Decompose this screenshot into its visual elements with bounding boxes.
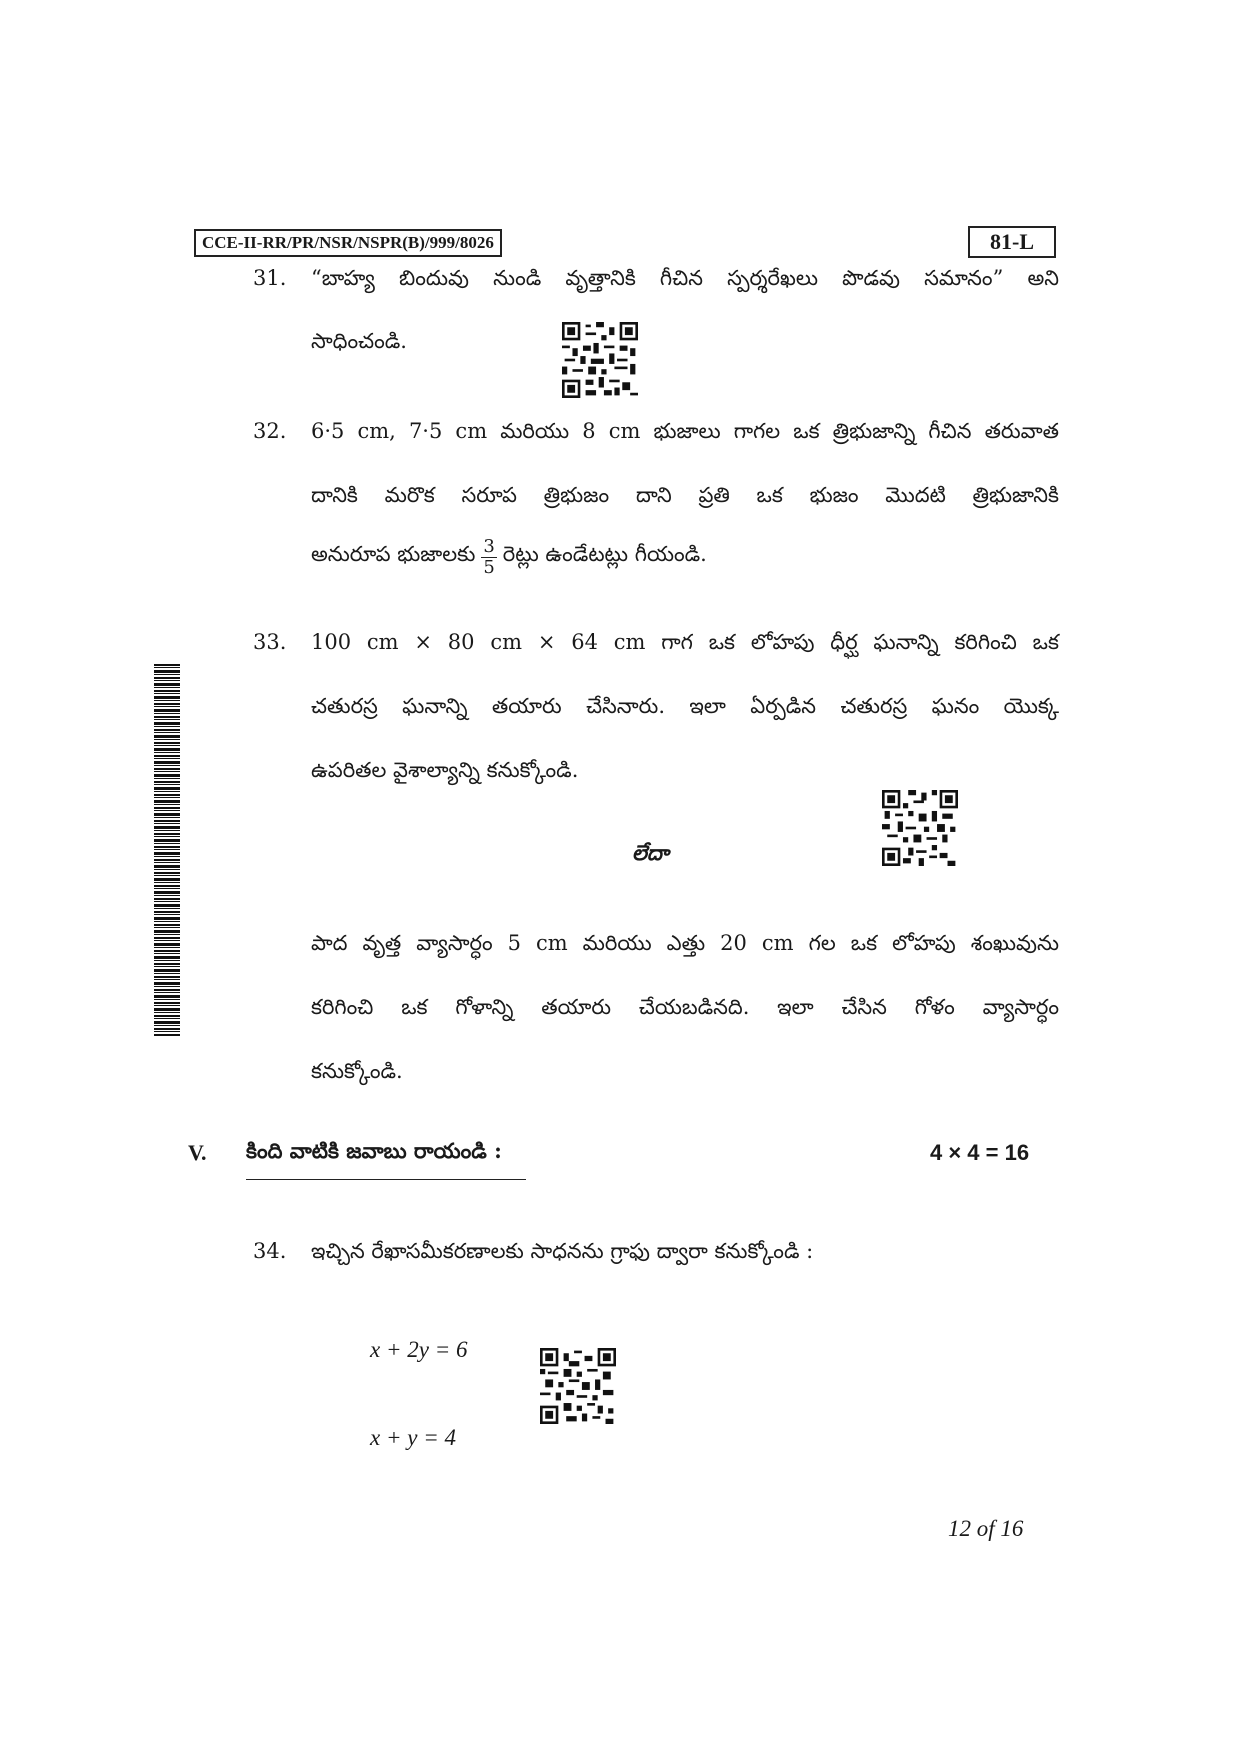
fraction-three-fifths [481, 537, 496, 578]
equation-2 [370, 1425, 456, 1451]
equation-1-text: x + 2y = 6 [370, 1337, 468, 1362]
equation-1 [370, 1337, 467, 1363]
fraction-numerator: 3 [483, 535, 495, 557]
equation-2-text: x + y = 4 [370, 1425, 456, 1450]
qr-code-q34 [540, 1348, 616, 1424]
section-title: కింది వాటికి జవాబు రాయండి : [246, 1138, 526, 1180]
side-barcode [154, 664, 180, 1036]
section-roman-numeral: V. [188, 1140, 207, 1165]
question-31-line-2: సాధించండి. [311, 329, 407, 353]
question-31-line-1: “బాహ్య బిందువు నుండి వృత్తానికి గీచిన స్పర్శరేఖలు పొడవు సమానం” అని [311, 266, 1059, 290]
qr-code-q31 [562, 322, 638, 398]
question-number-33: 33. [253, 630, 287, 654]
question-32-line-3 [311, 530, 707, 584]
question-number-32: 32. [253, 419, 287, 443]
exam-code: CCE-II-RR/PR/NSR/NSPR(B)/999/8026 [194, 229, 502, 257]
section-marks: 4 × 4 = 16 [930, 1140, 1030, 1165]
question-33-line-1: 100 cm × 80 cm × 64 cm గాగ ఒక లోహపు ధీర్ఘ ఘనాన్ని కరిగించి ఒక [311, 630, 1059, 654]
question-32-line-3-start: అనురూప భుజాలకు [311, 542, 476, 566]
question-number-34: 34. [253, 1239, 287, 1263]
fraction-denominator: 5 [483, 556, 495, 578]
question-34-text: ఇచ్చిన రేఖాసమీకరణాలకు సాధనను గ్రాఫు ద్వారా కనుక్కోండి : [311, 1239, 814, 1263]
question-33-alt-line-1: పాద వృత్త వ్యాసార్ధం 5 cm మరియు ఎత్తు 20 cm గల ఒక లోహపు శంఖువును [311, 931, 1059, 955]
page-number: 12 of 16 [948, 1516, 1024, 1541]
question-32-line-1: 6·5 cm, 7·5 cm మరియు 8 cm భుజాలు గాగల ఒక త్రిభుజాన్ని గీచిన తరువాత [311, 419, 1059, 443]
question-number-31: 31. [253, 266, 287, 290]
question-32-line-3-end: రెట్లు ఉండేటట్లు గీయండి. [502, 542, 707, 566]
or-label: లేదా [632, 840, 669, 865]
question-33-line-2: చతురస్ర ఘనాన్ని తయారు చేసినారు. ఇలా ఏర్పడిన చతురస్ర ఘనం యొక్క [311, 694, 1059, 718]
qr-code-q33 [882, 790, 958, 866]
question-33-alt-line-3: కనుక్కోండి. [311, 1059, 403, 1083]
question-33-alt-line-2: కరిగించి ఒక గోళాన్ని తయారు చేయబడినది. ఇలా చేసిన గోళం వ్యాసార్ధం [311, 995, 1059, 1019]
question-33-line-3: ఉపరితల వైశాల్యాన్ని కనుక్కోండి. [311, 758, 579, 782]
question-32-line-2: దానికి మరొక సరూప త్రిభుజం దాని ప్రతి ఒక భుజం మొదటి త్రిభుజానికి [311, 483, 1059, 507]
paper-code: 81-L [968, 226, 1056, 258]
